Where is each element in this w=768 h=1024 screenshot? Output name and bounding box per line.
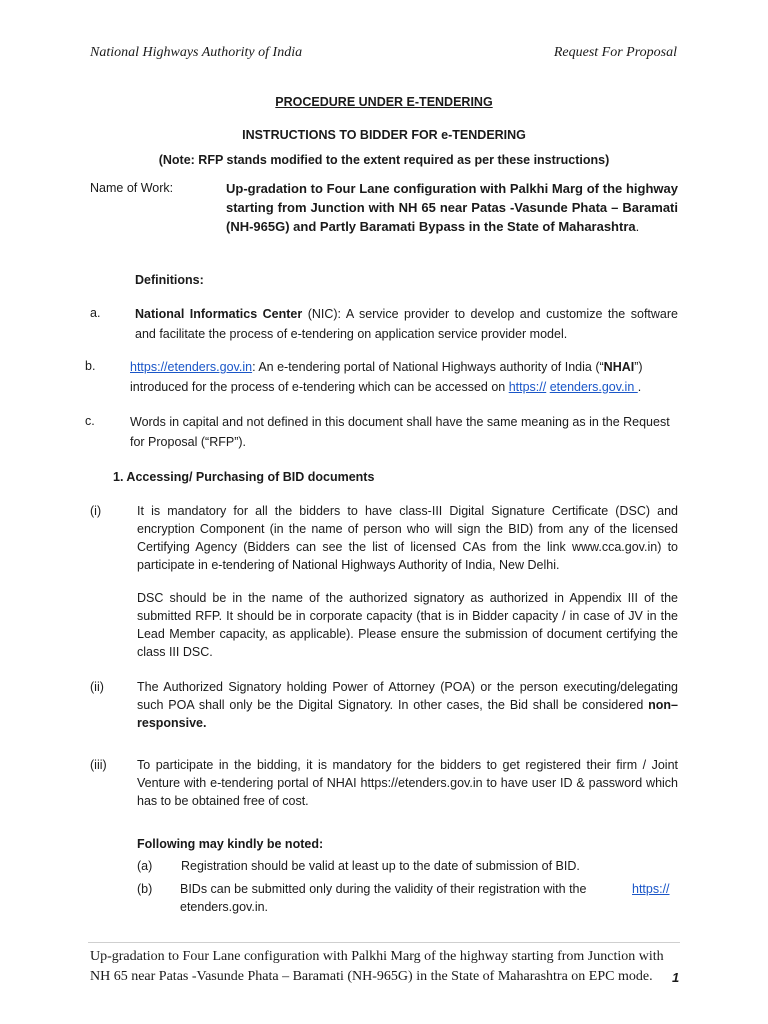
name-of-work-label: Name of Work:: [90, 181, 174, 195]
item-i-marker: (i): [90, 504, 102, 518]
item-ii-marker: (ii): [90, 680, 104, 694]
instructions-title: INSTRUCTIONS TO BIDDER FOR e-TENDERING: [242, 128, 526, 142]
https-link[interactable]: https://: [508, 380, 547, 394]
item-ii-text: The Authorized Signatory holding Power of Attorney (POA) or the person executing/delegating such POA shall only be the Digital Signatory. In other cases, the Bid shall be considered non–responsive.: [137, 680, 678, 730]
def-a-marker: a.: [90, 306, 101, 320]
etenders-domain-link[interactable]: etenders.gov.in: [549, 380, 638, 394]
def-b-marker: b.: [85, 359, 96, 373]
header-left: National Highways Authority of India: [90, 45, 303, 60]
name-of-work-value: Up-gradation to Four Lane configuration with Palkhi Marg of the highway starting from Junction with NH 65 near Patas -Vasunde Phata – Baramati (NH-965G) and Partly Baramati Bypass in the State of Maharashtra.: [226, 181, 678, 234]
item-i-text: It is mandatory for all the bidders to have class-III Digital Signature Certificate (DSC) and encryption Component (in the name of person who will sign the BID) from any of the licensed Certifying Agency (Bidders can see the list of licensed CAs from the link www.cca.gov.in) to participate in e-tendering of National Highways Authority of India, New Delhi.: [137, 504, 678, 572]
footer-line1: Up-gradation to Four Lane configuration with Palkhi Marg of the highway starting from Junction with: [90, 949, 664, 964]
def-c-text: Words in capital and not defined in this document shall have the same meaning as in the Request for Proposal (“RFP”).: [130, 415, 670, 449]
footer-line2: NH 65 near Patas -Vasunde Phata – Baramati (NH-965G) in the State of Maharashtra on EPC mode.: [90, 969, 653, 984]
def-b-text: https://etenders.gov.in: An e-tendering portal of National Highways authority of India (“NHAI”) introduced for the process of e-tendering which can be accessed on https:// etenders.gov.in .: [130, 360, 643, 394]
procedure-title: PROCEDURE UNDER E-TENDERING: [275, 95, 493, 109]
section1-heading: 1. Accessing/ Purchasing of BID documents: [113, 470, 375, 484]
item-i-text2: DSC should be in the name of the authorized signatory as authorized in Appendix III of the submitted RFP. It should be in corporate capacity (that is in Bidder capacity / in case of JV in the Lead Member capacity, as applicable). Please ensure the submission of document certifying the class III DSC.: [137, 591, 678, 659]
page-number: 1: [672, 970, 680, 985]
item-iii-text: To participate in the bidding, it is mandatory for the bidders to get registered their firm / Joint Venture with e-tendering portal of NHAI https://etenders.gov.in to have user ID & password which has to be obtained free of cost.: [137, 758, 678, 808]
note-b-link[interactable]: https://: [632, 882, 670, 896]
def-c-marker: c.: [85, 414, 95, 428]
def-a-text: National Informatics Center (NIC): A service provider to develop and customize the software and facilitate the process of e-tendering on application service provider model.: [135, 307, 678, 341]
note-a-text: Registration should be valid at least up to the date of submission of BID.: [181, 859, 580, 873]
footer-rule: [88, 942, 680, 943]
note-a-marker: (a): [137, 859, 153, 873]
note-b-text: BIDs can be submitted only during the validity of their registration with the: [180, 882, 587, 896]
header-right: Request For Proposal: [553, 45, 677, 60]
notes-heading: Following may kindly be noted:: [137, 837, 324, 851]
note-title: (Note: RFP stands modified to the extent required as per these instructions): [158, 153, 610, 167]
item-iii-marker: (iii): [90, 758, 107, 772]
etenders-link[interactable]: https://etenders.gov.in: [130, 360, 253, 374]
note-b-text2: etenders.gov.in.: [180, 900, 269, 914]
definitions-heading: Definitions:: [135, 273, 204, 287]
note-b-marker: (b): [137, 882, 153, 896]
